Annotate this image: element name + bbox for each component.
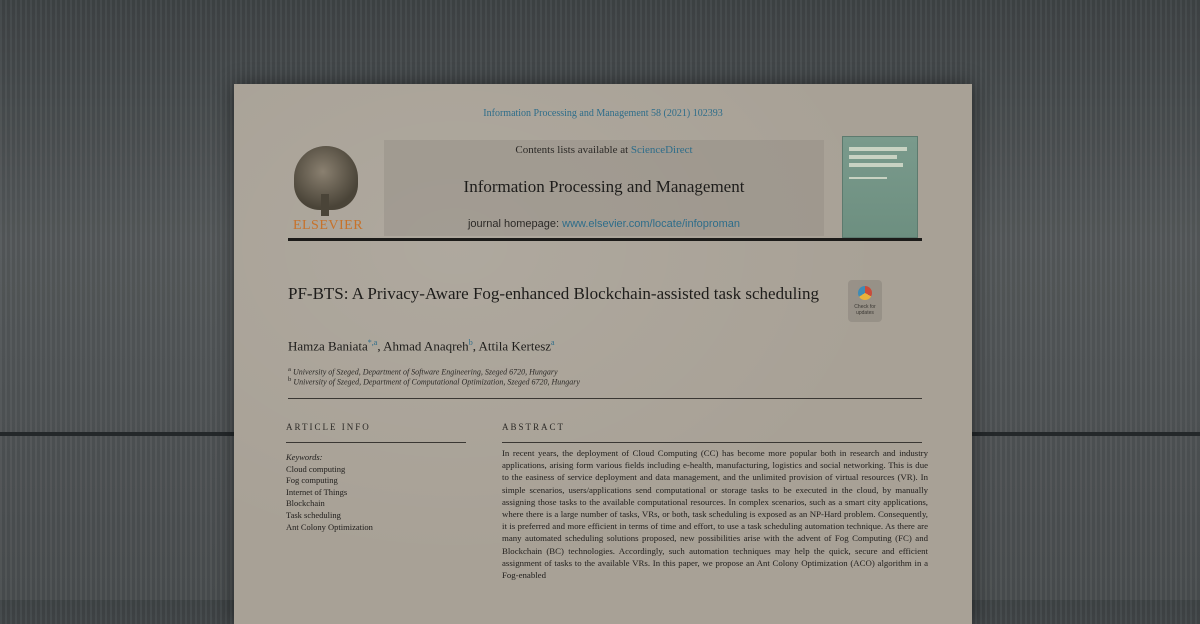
author-superscript[interactable]: a (551, 338, 555, 347)
author-superscript[interactable]: *,a (367, 338, 378, 347)
contents-prefix: Contents lists available at (515, 144, 631, 156)
homepage-prefix: journal homepage: (467, 218, 563, 230)
article-info-heading: ARTICLE INFO (286, 422, 371, 432)
affiliation-rule (288, 398, 922, 399)
keywords-block (286, 452, 456, 533)
affiliation-text: University of Szeged, Department of Computational Optimization, Szeged 6720, Hungary (293, 377, 580, 387)
publisher-name: ELSEVIER (292, 218, 364, 233)
keyword-item: Task scheduling (286, 509, 341, 520)
abstract-heading: ABSTRACT (502, 422, 566, 432)
keyword-item: Fog computing (286, 475, 338, 486)
keyword-item: Ant Colony Optimization (286, 521, 373, 532)
abstract-text: In recent years, the deployment of Cloud Computing (CC) has become more popular both in research and industry applications, arising form various fields including e-health, manufacturing, logistics and social networking. This is due to the easiness of service deployment and data management, and the unlimited provision of virtual resources (VR). In simple scenarios, users/applications send computational or storage tasks to be executed in the cloud, by manually assigning those tasks to the available computational resources. In complex scenarios, such as a smart city applications, where there is a large number of tasks, VRs, or both, task scheduling is exposed as an NP-Hard problem. Consequently, it is preferred and more efficient in terms of time and effort, to use a task scheduling automation technique. As there are many automated scheduling solutions proposed, new possibilities arise with the advent of Fog Computing (FC) and Blockchain (BC) technologies. Accordingly, such automation techniques may help the quick, secure and efficient assignment of tasks to the available VRs. In this paper, we propose an Ant Colony Optimization (ACO) algorithm in a Fog-enabled (502, 448, 928, 581)
keywords-label: Keywords: (286, 452, 323, 462)
contents-line (384, 144, 824, 156)
author-separator: , (377, 338, 384, 354)
cover-subtitle-bar (849, 177, 887, 179)
author-separator: , (472, 338, 479, 354)
sciencedirect-link[interactable]: ScienceDirect (630, 144, 693, 156)
journal-reference[interactable]: Information Processing and Management 58 (2021) 102393 (483, 108, 723, 119)
author-name[interactable]: Hamza Baniata (288, 338, 368, 354)
author-name[interactable]: Attila Kertesz (478, 338, 552, 354)
crossmark-icon (858, 286, 872, 300)
author-name[interactable]: Ahmad Anaqreh (383, 338, 469, 354)
keyword-item: Internet of Things (286, 486, 348, 497)
cover-title-bar (849, 147, 907, 151)
paper-sheet (234, 84, 972, 624)
paper-title: PF-BTS: A Privacy-Aware Fog-enhanced Blockchain-assisted task scheduling (288, 284, 820, 303)
affiliation-text: University of Szeged, Department of Software Engineering, Szeged 6720, Hungary (292, 367, 558, 377)
affiliation-superscript: a (288, 366, 291, 373)
check-for-updates-button[interactable] (848, 280, 882, 322)
cover-title-bar (849, 163, 903, 167)
homepage-line (384, 218, 824, 230)
abstract-rule (502, 442, 922, 443)
affiliation-b (288, 376, 580, 387)
check-for-updates-label: Check for updates (854, 304, 876, 316)
journal-cover-image (842, 136, 918, 238)
header-rule (288, 238, 922, 241)
homepage-link[interactable]: www.elsevier.com/locate/infoproman (562, 218, 741, 230)
article-info-rule (286, 442, 466, 443)
tree-trunk (321, 194, 329, 216)
elsevier-logo (288, 142, 368, 236)
author-superscript[interactable]: b (468, 338, 473, 347)
affiliation-superscript: b (288, 376, 292, 383)
keyword-item: Cloud computing (286, 463, 346, 474)
author-list (288, 338, 555, 354)
cover-title-bar (849, 155, 897, 159)
keyword-item: Blockchain (286, 498, 325, 509)
journal-title: Information Processing and Management (463, 177, 745, 196)
